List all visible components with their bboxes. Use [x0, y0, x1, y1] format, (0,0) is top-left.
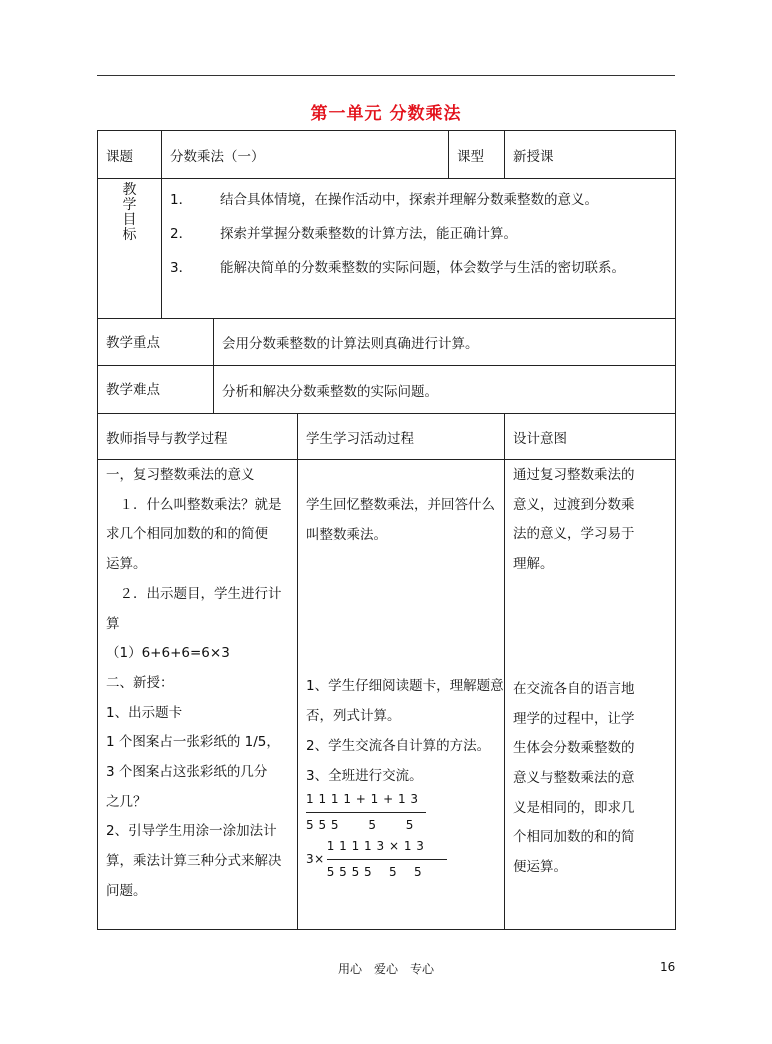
objective-item: 2． 探索并掌握分数乘整数的计算方法，能正确计算。: [170, 226, 517, 242]
design-intent: [505, 460, 676, 930]
student-line: 3、全班进行交流。: [306, 767, 423, 784]
teacher-line: 算: [106, 615, 120, 632]
student-line: 2、学生交流各自计算的方法。: [306, 737, 491, 754]
teacher-line: ２．出示题目，学生进行计: [106, 585, 282, 602]
teacher-line: 之几？: [106, 793, 147, 810]
student-line: 否，列式计算。: [306, 708, 401, 725]
teacher-line: （1）6+6+6=6×3: [106, 645, 230, 662]
page-title: 第一单元 分数乘法: [310, 104, 462, 124]
difficulty-value: 分析和解决分数乘整数的实际问题。: [214, 366, 676, 414]
course-type-label: 课型: [449, 131, 505, 179]
key-point-value: 会用分数乘整数的计算法则真确进行计算。: [214, 319, 676, 366]
teacher-header: 教师指导与教学过程: [98, 414, 298, 460]
student-process: [298, 460, 505, 930]
course-row: [98, 131, 676, 179]
design-line: 在交流各自的语言地: [513, 680, 635, 697]
objectives-row: [98, 179, 676, 319]
course-label: 课题: [98, 131, 162, 179]
teacher-line: 1、出示题卡: [106, 704, 183, 721]
teacher-line: 3 个图案占这张彩纸的几分: [106, 764, 268, 781]
page-footer: 用心 爱心 专心: [337, 962, 434, 976]
teacher-line: 2、引导学生用涂一涂加法计: [106, 823, 277, 840]
design-line: 个相同加数的和的简: [513, 829, 635, 846]
design-line: 义是相同的，即求几: [513, 799, 635, 816]
student-header: 学生学习活动过程: [298, 414, 505, 460]
design-line: 意义与整数乘法的意: [513, 769, 635, 786]
fraction-formula-1: 1 1 1 1 + 1 + 1 3 5 5 5 5 5: [306, 793, 504, 832]
teacher-line: 问题。: [106, 882, 147, 899]
teacher-process: [98, 460, 298, 930]
teacher-line: 二、新授：: [106, 674, 174, 691]
design-line: 法的意义，学习易于: [513, 526, 635, 543]
design-line: 理学的过程中，让学: [513, 710, 635, 727]
difficulty-label: 教学难点: [98, 366, 214, 414]
teacher-line: 一，复习整数乘法的意义: [106, 467, 255, 483]
page-number: 16: [660, 960, 676, 974]
process-body-row: [98, 460, 676, 930]
design-line: 理解。: [513, 556, 554, 573]
objectives-label-cell: [98, 179, 162, 319]
teacher-line: １．什么叫整数乘法？就是: [106, 496, 282, 513]
teacher-line: 求几个相同加数的和的简便: [106, 526, 268, 543]
objective-item: 3． 能解决简单的分数乘整数的实际问题，体会数学与生活的密切联系。: [170, 260, 625, 276]
design-line: 便运算。: [513, 859, 567, 876]
design-line: 生体会分数乘整数的: [513, 740, 635, 757]
lesson-plan-table: [97, 130, 676, 930]
student-line: 叫整数乘法。: [306, 526, 387, 543]
student-line: 1、学生仔细阅读题卡，理解题意: [306, 678, 504, 695]
design-line: 意义，过渡到分数乘: [513, 496, 635, 513]
course-value: 分数乘法（一）: [162, 131, 449, 179]
teacher-line: 1 个图案占一张彩纸的 1/5，: [106, 734, 280, 751]
design-line: 通过复习整数乘法的: [513, 467, 635, 483]
design-header: 设计意图: [505, 414, 676, 460]
key-point-row: [98, 319, 676, 366]
objective-item: 1． 结合具体情境，在操作活动中，探索并理解分数乘整数的意义。: [170, 192, 598, 208]
teacher-line: 算，乘法计算三种分式来解决: [106, 853, 282, 870]
objectives-content: [162, 179, 676, 319]
student-line: 学生回忆整数乘法，并回答什么: [306, 497, 495, 513]
teacher-line: 运算。: [106, 556, 147, 573]
difficulty-row: [98, 366, 676, 414]
fraction-formula-2: 3× 1 1 1 1 3 × 1 3 5 5 5 5 5 5: [306, 840, 504, 879]
objectives-label: 教学目标: [122, 182, 137, 243]
process-header-row: [98, 414, 676, 460]
key-point-label: 教学重点: [98, 319, 214, 366]
course-type-value: 新授课: [505, 131, 676, 179]
header-rule: [97, 75, 675, 76]
